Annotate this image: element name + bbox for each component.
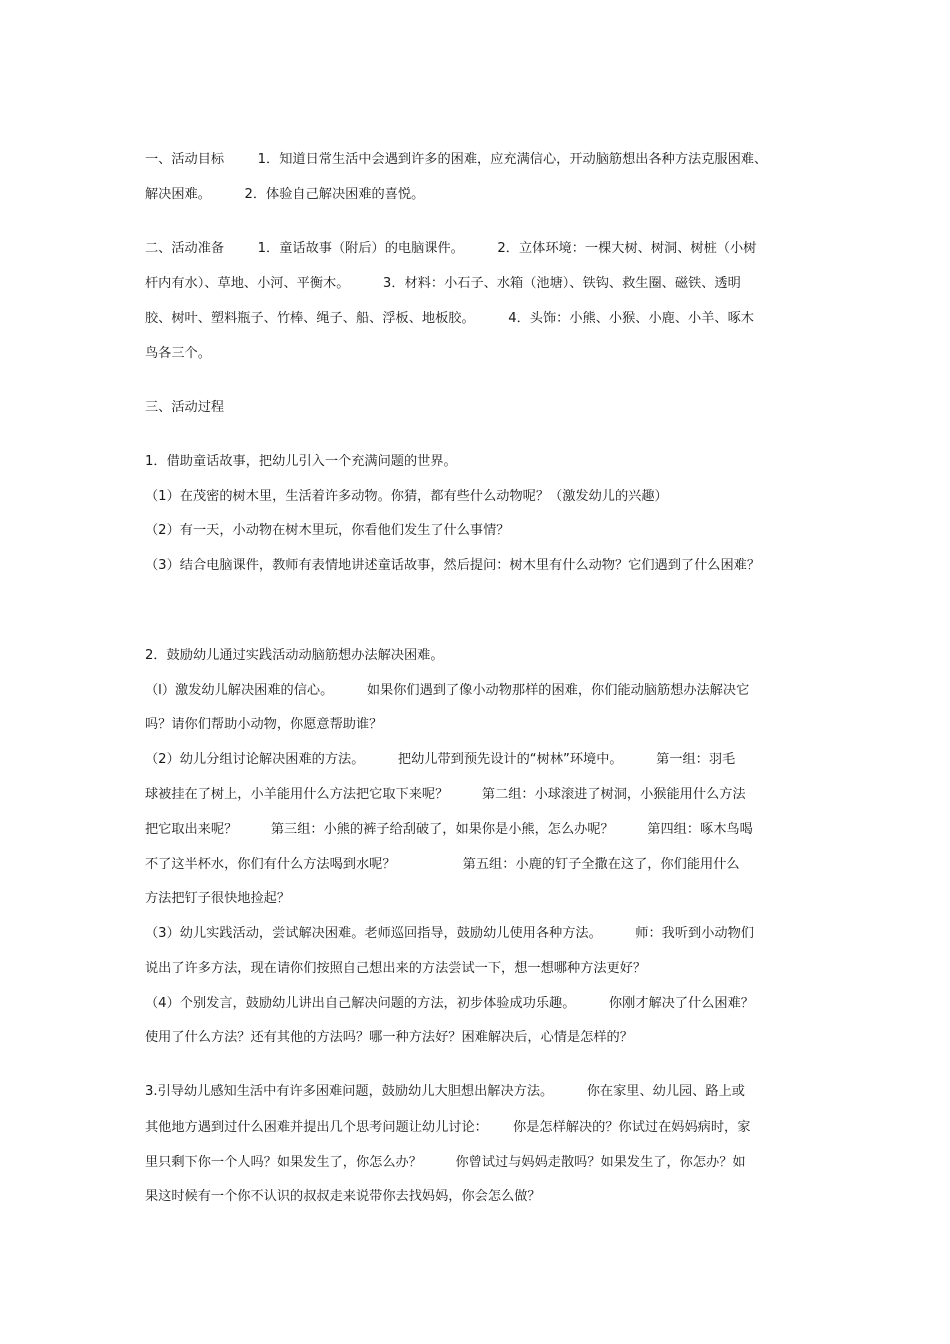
step2-line-1: （l）激发幼儿解决困难的信心。 如果你们遇到了像小动物那样的困难，你们能动脑筋想办法解决它 <box>145 683 750 698</box>
goal-line-1: 一、活动目标 1．知道日常生活中会遇到许多的困难，应充满信心，开动脑筋想出各种方法克服困难、 <box>145 152 768 167</box>
step2-line-5: 把它取出来呢？ 第三组：小熊的裤子给刮破了，如果你是小熊，怎么办呢？ 第四组：啄木鸟喝 <box>145 822 753 837</box>
step2-line-6: 不了这半杯水，你们有什么方法喝到水呢？ 第五组：小鹿的钉子全撒在这了，你们能用什么 <box>145 857 740 872</box>
step3-line-2: 其他地方遇到过什么困难并提出几个思考问题让幼儿讨论： 你是怎样解决的？你试过在妈妈病时，家 <box>145 1120 751 1135</box>
prep-line-2: 杆内有水）、草地、小河、平衡木。 3．材料：小石子、水箱（池塘）、铁钩、救生圈、磁铁、透明 <box>145 276 741 291</box>
step3-line-3: 里只剩下你一个人吗？如果发生了，你怎么办？ 你曾试过与妈妈走散吗？如果发生了，你怎办？如 <box>145 1155 746 1170</box>
step1-title: 1．借助童话故事，把幼儿引入一个充满问题的世界。 <box>145 454 457 469</box>
step2-line-9: 说出了许多方法，现在请你们按照自己想出来的方法尝试一下，想一想哪种方法更好？ <box>145 961 647 976</box>
prep-line-1: 二、活动准备 1．童话故事（附后）的电脑课件。 2．立体环境：一棵大树、树洞、树桩（小树 <box>145 241 757 256</box>
step1-item-2: （2）有一天，小动物在树木里玩，你看他们发生了什么事情？ <box>145 523 510 538</box>
prep-line-3: 胶、树叶、塑料瓶子、竹棒、绳子、船、浮板、地板胶。 4．头饰：小熊、小猴、小鹿、小羊、啄木 <box>145 311 754 326</box>
step2-line-4: 球被挂在了树上，小羊能用什么方法把它取下来呢？ 第二组：小球滚进了树洞，小猴能用什么方法 <box>145 787 746 802</box>
goal-line-2: 解决困难。 2．体验自己解决困难的喜悦。 <box>145 187 425 202</box>
step3-line-4: 果这时候有一个你不认识的叔叔走来说带你去找妈妈，你会怎么做？ <box>145 1189 541 1204</box>
step1-item-1: （1）在茂密的树木里，生活着许多动物。你猜，都有些什么动物呢？（激发幼儿的兴趣） <box>145 489 668 504</box>
step2-line-10: （4）个别发言，鼓励幼儿讲出自己解决问题的方法，初步体验成功乐趣。 你刚才解决了什么困难？ <box>145 996 754 1011</box>
step2-line-3: （2）幼儿分组讨论解决困难的方法。 把幼儿带到预先设计的“树林”环境中。 第一组：羽毛 <box>145 752 736 767</box>
step2-line-8: （3）幼儿实践活动，尝试解决困难。老师巡回指导，鼓励幼儿使用各种方法。 师：我听到小动物们 <box>145 926 754 941</box>
prep-line-4: 鸟各三个。 <box>145 346 211 361</box>
step2-line-11: 使用了什么方法？还有其他的方法吗？哪一种方法好？困难解决后，心情是怎样的？ <box>145 1030 633 1045</box>
step2-line-7: 方法把钉子很快地捡起？ <box>145 891 291 906</box>
step2-line-2: 吗？请你们帮助小动物，你愿意帮助谁？ <box>145 717 383 732</box>
step3-line-1: 3.引导幼儿感知生活中有许多困难问题，鼓励幼儿大胆想出解决方法。 你在家里、幼儿园、路上或 <box>145 1084 745 1099</box>
step1-item-3: （3）结合电脑课件，教师有表情地讲述童话故事，然后提问：树木里有什么动物？它们遇到了什么困难？ <box>145 558 761 573</box>
process-heading: 三、活动过程 <box>145 400 225 415</box>
step2-title: 2．鼓励幼儿通过实践活动动脑筋想办法解决困难。 <box>145 648 444 663</box>
